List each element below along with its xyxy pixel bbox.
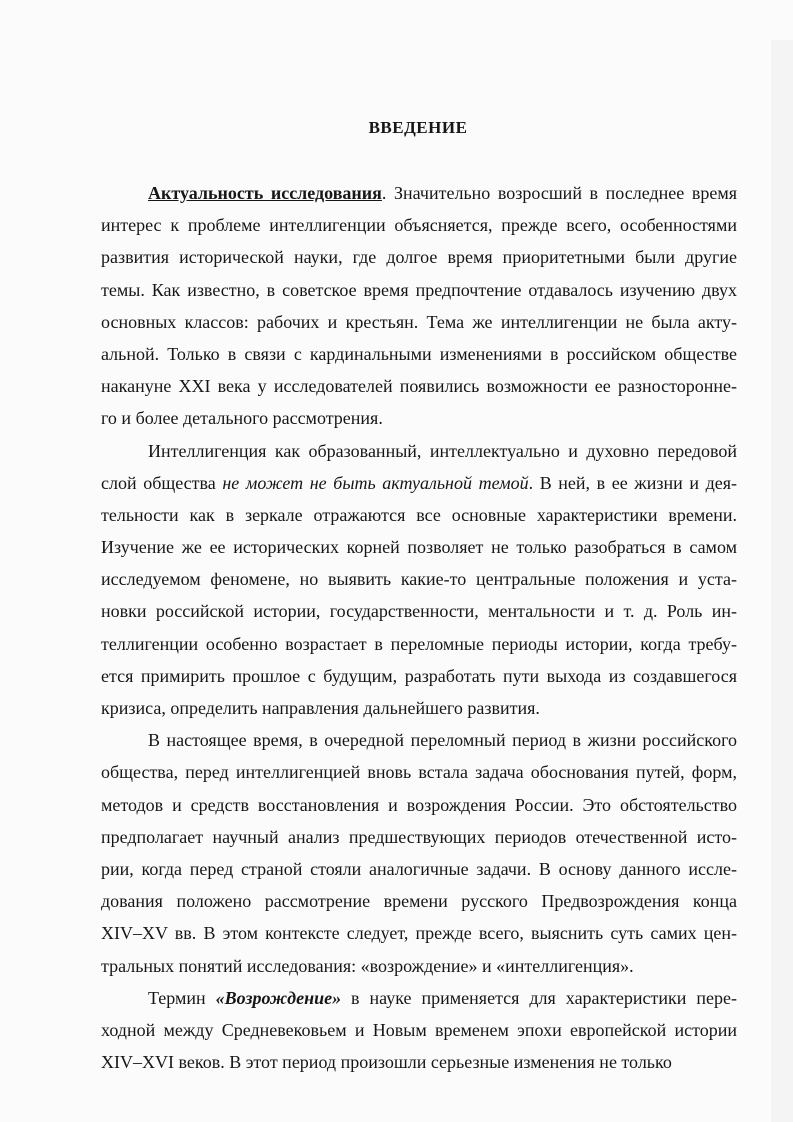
text-segment: накануне XXI века у исследователей появились возможности ее разносторонне- — [101, 376, 737, 397]
text-segment: общества, перед интеллигенцией вновь встала задача обоснования путей, форм, — [101, 762, 737, 783]
text-segment: Термин — [148, 987, 216, 1008]
text-segment: В настоящее время, в очередной переломный период в жизни российского — [148, 730, 737, 751]
text-line — [101, 241, 737, 273]
text-segment: основных классов: рабочих и крестьян. Тема же интеллигенции не была акту- — [101, 311, 737, 332]
text-line — [101, 982, 737, 1014]
emphasis-text: «Возрождение» — [215, 987, 342, 1008]
text-line — [101, 724, 737, 756]
paragraph — [101, 435, 737, 725]
text-line — [101, 789, 737, 821]
text-line — [101, 628, 737, 660]
text-line — [101, 402, 737, 434]
text-segment: в науке применяется для характеристики пере- — [341, 987, 737, 1008]
body-text — [101, 177, 737, 1078]
text-line — [101, 209, 737, 241]
text-segment: Изучение же ее исторических корней позволяет не только разобраться в самом — [101, 537, 737, 558]
text-line — [101, 885, 737, 917]
emphasis-text: не может не быть актуальной темой — [222, 472, 529, 493]
text-line — [101, 274, 737, 306]
page-title: ВВЕДЕНИЕ — [368, 118, 468, 137]
text-line — [101, 660, 737, 692]
text-line — [101, 338, 737, 370]
text-segment: кризиса, определить направления дальнейшего развития. — [101, 698, 540, 718]
text-segment: предполагает научный анализ предшествующих периодов отечественной исто- — [101, 826, 737, 847]
text-segment: . Значительно возросший в последнее время — [381, 183, 737, 203]
paragraph — [101, 177, 737, 435]
text-line — [101, 595, 737, 627]
text-segment: ходной между Средневековьем и Новым временем эпохи европейской истории — [101, 1019, 737, 1040]
text-line — [101, 821, 737, 853]
text-segment: ется примирить прошлое с будущим, разработать пути выхода из создавшегося — [101, 665, 737, 686]
text-line — [101, 499, 737, 531]
text-line — [101, 853, 737, 885]
text-segment: XIV–XVI веков. В этот период произошли серьезные изменения не только — [101, 1052, 672, 1073]
text-line — [101, 1014, 737, 1046]
text-line — [101, 531, 737, 563]
paragraph — [101, 982, 737, 1079]
text-line — [101, 306, 737, 338]
text-segment: исследуемом феномене, но выявить какие-то центральные положения и уста- — [101, 569, 737, 590]
text-segment: теллигенции особенно возрастает в переломные периоды истории, когда требу- — [101, 633, 737, 654]
text-line — [101, 563, 737, 595]
text-line — [101, 917, 737, 949]
text-segment: слой общества — [101, 472, 223, 493]
text-segment: XIV–XV вв. В этом контексте следует, прежде всего, выяснить суть самих цен- — [101, 923, 737, 944]
text-line — [101, 435, 737, 467]
text-segment: методов и средств восстановления и возрождения России. Это обстоятельство — [101, 794, 737, 815]
text-segment: тральных понятий исследования: «возрождение» и «интеллигенция». — [101, 955, 634, 976]
text-segment: дования положено рассмотрение времени русского Предвозрождения конца — [101, 891, 737, 912]
text-line — [101, 756, 737, 788]
text-segment: новки российской истории, государственности, ментальности и т. д. Роль ин- — [101, 601, 737, 622]
text-segment: рии, когда перед страной стояли аналогичные задачи. В основу данного иссле- — [101, 858, 737, 879]
scan-edge-shadow — [771, 40, 793, 1122]
paragraph — [101, 724, 737, 982]
text-line — [101, 1046, 737, 1078]
text-segment: го и более детального рассмотрения. — [101, 408, 383, 429]
text-segment: развития исторической науки, где долгое время приоритетными были другие — [101, 247, 737, 268]
text-line — [101, 177, 737, 209]
text-segment: альной. Только в связи с кардинальными изменениями в российском обществе — [101, 343, 737, 364]
text-segment: Интеллигенция как образованный, интеллектуально и духовно передовой — [148, 440, 737, 461]
text-segment: . В ней, в ее жизни и дея- — [528, 472, 737, 493]
text-line — [101, 370, 737, 402]
emphasis-text: Актуальность исследования — [148, 183, 382, 203]
text-line — [101, 950, 737, 982]
text-line — [101, 692, 737, 724]
text-line — [101, 467, 737, 499]
text-segment: темы. Как известно, в советское время предпочтение отдавалось изучению двух — [101, 279, 737, 300]
text-segment: интерес к проблеме интеллигенции объясняется, прежде всего, особенностями — [101, 215, 737, 236]
text-segment: тельности как в зеркале отражаются все основные характеристики времени. — [101, 504, 737, 525]
